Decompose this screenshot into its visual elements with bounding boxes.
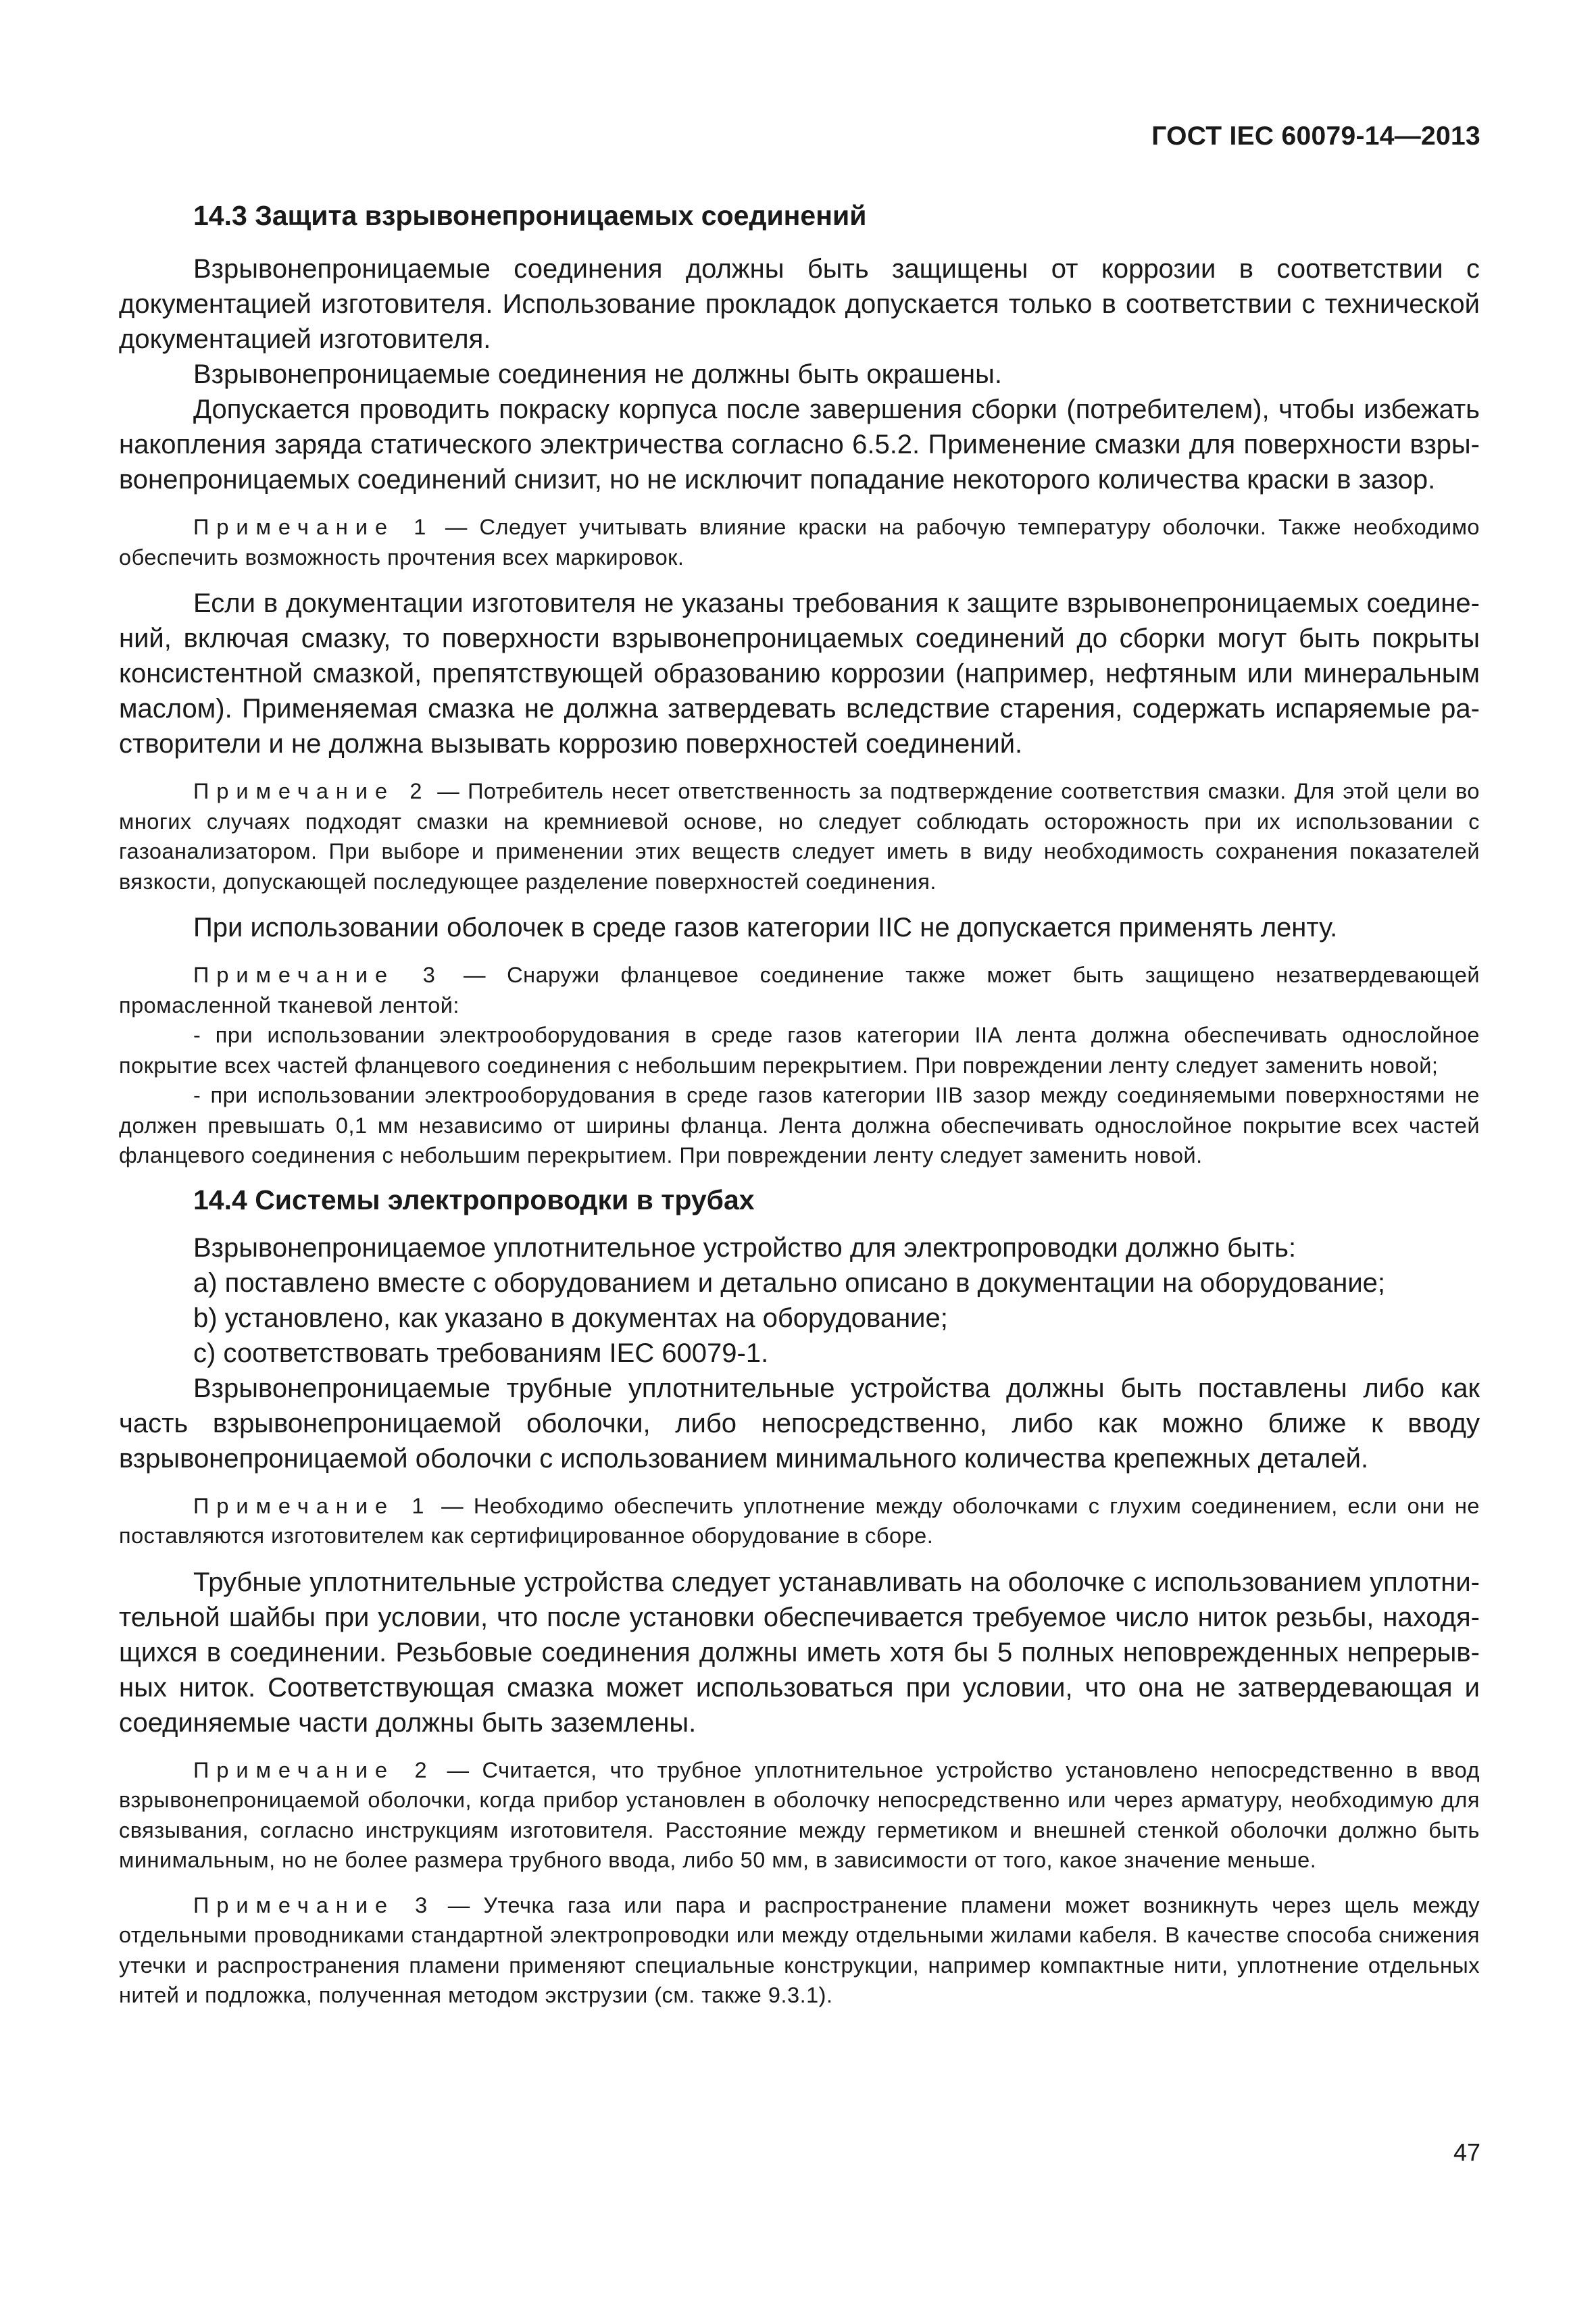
note-label: Примечание 3 <box>193 1892 435 1917</box>
section-14-4-item-c: c) соответствовать требованиям IEC 60079-1. <box>193 1338 769 1368</box>
section-14-4-paragraph-3: Трубные уплотнительные устройства следует устанавливать на оболочке с использованием уплотнительной шайбы при условии, что после установки обеспечивается требуемое число ниток резьбы, находящихся в соединении. Резьбовые соединения должны иметь хотя бы 5 полных неповрежденных непрерывных ниток. Соответствующая смазка может использоваться при условии, что она не затвердевающая и соединяемые части должны быть заземлены. <box>119 1567 1480 1738</box>
section-14-3-note-3-item-2: - при использовании электрооборудования в среде газов категории IIB зазор между соединяемыми поверхностями не должен превышать 0,1 мм независимо от ширины фланца. Лента должна обеспечивать однослойное покрытие всех частей фланцевого соединения с небольшим перекрытием. При повреждении ленту следует заменить новой. <box>119 1083 1480 1167</box>
section-14-3-paragraph-1: Взрывонепроницаемые соединения должны быть защищены от коррозии в соответствии с документацией изготовителя. Использование прокладок допускается только в соответствии с технической документацией изготовителя. <box>119 254 1480 354</box>
note-label: Примечание 1 <box>193 1493 432 1518</box>
section-14-3-paragraph-5: При использовании оболочек в среде газов категории IIC не допускается применять ленту. <box>193 913 1338 942</box>
section-14-3-paragraph-3: Допускается проводить покраску корпуса после завершения сборки (потребителем), чтобы избежать накопления заряда статического электричества согласно 6.5.2. Применение смазки для поверхности взрывонепроницаемых соединений снизит, но не исключит попадание некоторого количества краски в зазор. <box>119 395 1480 495</box>
standard-code: ГОСТ IEC 60079-14—2013 <box>1151 122 1480 151</box>
section-14-4-note-1 <box>119 1491 1480 1551</box>
note-text: — Считается, что трубное уплотнительное устройство установлено непосредственно в ввод взрывонепроницаемой оболочки, когда прибор установлен в оболочку непосредственно или через арматуру, необходимую для связывания, согласно инструкциям изготовителя. Расстояние между герметиком и внешней стенкой оболочки должно быть минимальным, но не более размера трубного ввода, либо 50 мм, в зависимости от того, какое значение меньше. <box>119 1757 1480 1872</box>
section-14-3-paragraph-2: Взрывонепроницаемые соединения не должны быть окрашены. <box>193 359 1002 389</box>
section-14-4-note-2 <box>119 1755 1480 1876</box>
note-label: Примечание 1 <box>193 515 434 539</box>
section-14-3-title: 14.3 Защита взрывонепроницаемых соединений <box>193 200 867 231</box>
section-14-4-paragraph-2: Взрывонепроницаемые трубные уплотнительные устройства должны быть поставлены либо как часть взрывонепроницаемой оболочки, либо непосредственно, либо как можно ближе к вводу взрывонепроницаемой оболочки с использованием минимального количества крепежных деталей. <box>119 1373 1480 1474</box>
section-14-3-note-3 <box>119 960 1480 1020</box>
note-text: — Снаружи фланцевое соединение также может быть защищено незатвердевающей промасленной тканевой лентой: <box>119 963 1480 1017</box>
section-14-4-item-b: b) установлено, как указано в документах на оборудование; <box>193 1303 948 1333</box>
page-content <box>119 196 1480 2024</box>
section-14-3-paragraph-4: Если в документации изготовителя не указаны требования к защите взрывонепроницаемых соединений, включая смазку, то поверхности взрывонепроницаемых соединений до сборки могут быть покрыты консистентной смазкой, препятствующей образованию коррозии (например, нефтяным или минеральным маслом). Применяемая смазка не должна затвердевать вследствие старения, содержать испаряемые растворители и не должна вызывать коррозию поверхностей соединений. <box>119 588 1480 759</box>
note-label: Примечание 3 <box>193 963 443 987</box>
section-14-3-note-2 <box>119 776 1480 897</box>
page-number: 47 <box>1453 2138 1480 2166</box>
section-14-4-paragraph-1: Взрывонепроницаемое уплотнительное устройство для электропроводки должно быть: <box>193 1232 1297 1263</box>
note-text: — Утечка газа или пара и распространение пламени может возникнуть через щель между отдельными проводниками стандартной электропроводки или между отдельными жилами кабеля. В качестве способа снижения утечки и распространения пламени применяют специальные конструкции, например компактные нити, уплотнение отдельных нитей и подложка, полученная методом экструзии (см. также 9.3.1). <box>119 1892 1480 2007</box>
note-text: — Потребитель несет ответственность за подтверждение соответствия смазки. Для этой цели во многих случаях подходят смазки на кремниевой основе, но следует соблюдать осторожность при их использовании с газоанализатором. При выборе и применении этих веществ следует иметь в виду необходимость сохранения показателей вязкости, допускающей последующее разделение поверхностей соединения. <box>119 779 1480 894</box>
section-14-4-title: 14.4 Системы электропроводки в трубах <box>193 1184 755 1215</box>
note-label: Примечание 2 <box>193 1757 434 1782</box>
section-14-4-item-a: a) поставлено вместе с оборудованием и детально описано в документации на оборудование; <box>193 1267 1386 1298</box>
note-text: — Следует учитывать влияние краски на рабочую температуру оболочки. Также необходимо обеспечить возможность прочтения всех маркировок. <box>119 515 1480 570</box>
note-label: Примечание 2 <box>193 779 430 803</box>
section-14-3-note-1 <box>119 512 1480 572</box>
section-14-4-note-3 <box>119 1890 1480 2011</box>
section-14-3-note-3-item-1: - при использовании электрооборудования в среде газов категории IIA лента должна обеспечивать однослойное покрытие всех частей фланцевого соединения с небольшим перекрытием. При повреждении ленту следует заменить новой; <box>119 1023 1480 1078</box>
note-text: — Необходимо обеспечить уплотнение между оболочками с глухим соединением, если они не поставляются изготовителем как сертифицированное оборудование в сборе. <box>119 1493 1480 1548</box>
